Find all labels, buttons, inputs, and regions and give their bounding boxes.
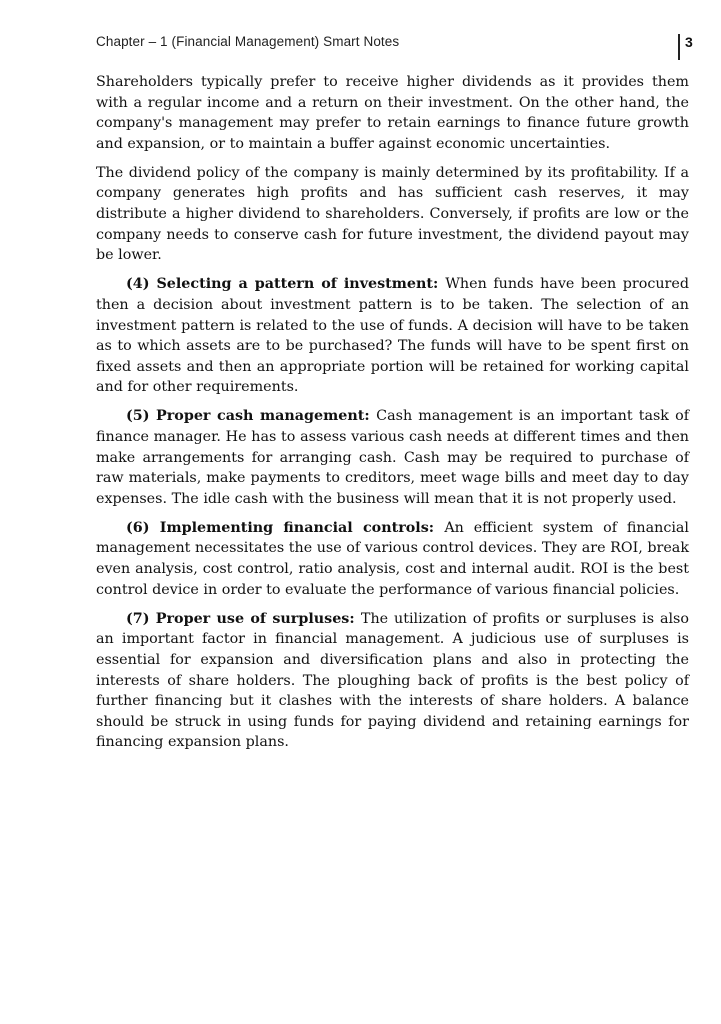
paragraph-investment-pattern bbox=[96, 274, 689, 398]
paragraph-text: The dividend policy of the company is mainly determined by its profitability. If a company generates high profits and has sufficient cash reserves, it may distribute a higher dividend to shareholders. Conversely, if profits are low or the company needs to conserve cash for future investment, the dividend payout may be lower. bbox=[96, 164, 689, 264]
section-heading: (5) Proper cash management: bbox=[126, 408, 377, 425]
paragraph-shareholder-preference bbox=[96, 72, 689, 154]
page-body bbox=[96, 72, 689, 761]
paragraph-dividend-policy bbox=[96, 163, 689, 266]
paragraph-cash-management bbox=[96, 406, 689, 509]
paragraph-text: When funds have been procured then a decision about investment pattern is to be taken. The selection of an investment pattern is related to the use of funds. A decision will have to be taken as to which assets are to be purchased? The funds will have to be spent first on fixed assets and then an appropriate portion will be retained for working capital and for other requirements. bbox=[96, 276, 689, 396]
header-divider bbox=[678, 34, 680, 60]
section-heading: (6) Implementing financial controls: bbox=[126, 519, 445, 536]
paragraph-surpluses bbox=[96, 609, 689, 753]
paragraph-text: The utilization of profits or surpluses is also an important factor in financial management. A judicious use of surpluses is essential for expansion and diversification plans and also in protecting the interests of share holders. The ploughing back of profits is the best policy of further financing but it clashes with the interests of share holders. A balance should be struck in using funds for paying dividend and retaining earnings for financing expansion plans. bbox=[96, 610, 689, 751]
paragraph-text: An efficient system of financial management necessitates the use of various control devices. They are ROI, break even analysis, cost control, ratio analysis, cost and internal audit. ROI is the best control device in order to evaluate the performance of various financial policies. bbox=[96, 519, 689, 598]
page-number: 3 bbox=[685, 34, 693, 50]
section-heading: (7) Proper use of surpluses: bbox=[126, 610, 361, 627]
paragraph-text: Shareholders typically prefer to receive higher dividends as it provides them with a regular income and a return on their investment. On the other hand, the company's management may prefer to retain earnings to finance future growth and expansion, or to maintain a buffer against economic uncertainties. bbox=[96, 74, 689, 152]
paragraph-financial-controls bbox=[96, 518, 689, 600]
running-header-title: Chapter – 1 (Financial Management) Smart Notes bbox=[96, 34, 400, 49]
section-heading: (4) Selecting a pattern of investment: bbox=[126, 276, 446, 293]
page-header bbox=[96, 34, 693, 62]
paragraph-text: Cash management is an important task of finance manager. He has to assess various cash needs at different times and then make arrangements for arranging cash. Cash may be required to purchase of raw materials, make payments to creditors, meet wage bills and meet day to day expenses. The idle cash with the business will mean that it is not properly used. bbox=[96, 408, 689, 507]
